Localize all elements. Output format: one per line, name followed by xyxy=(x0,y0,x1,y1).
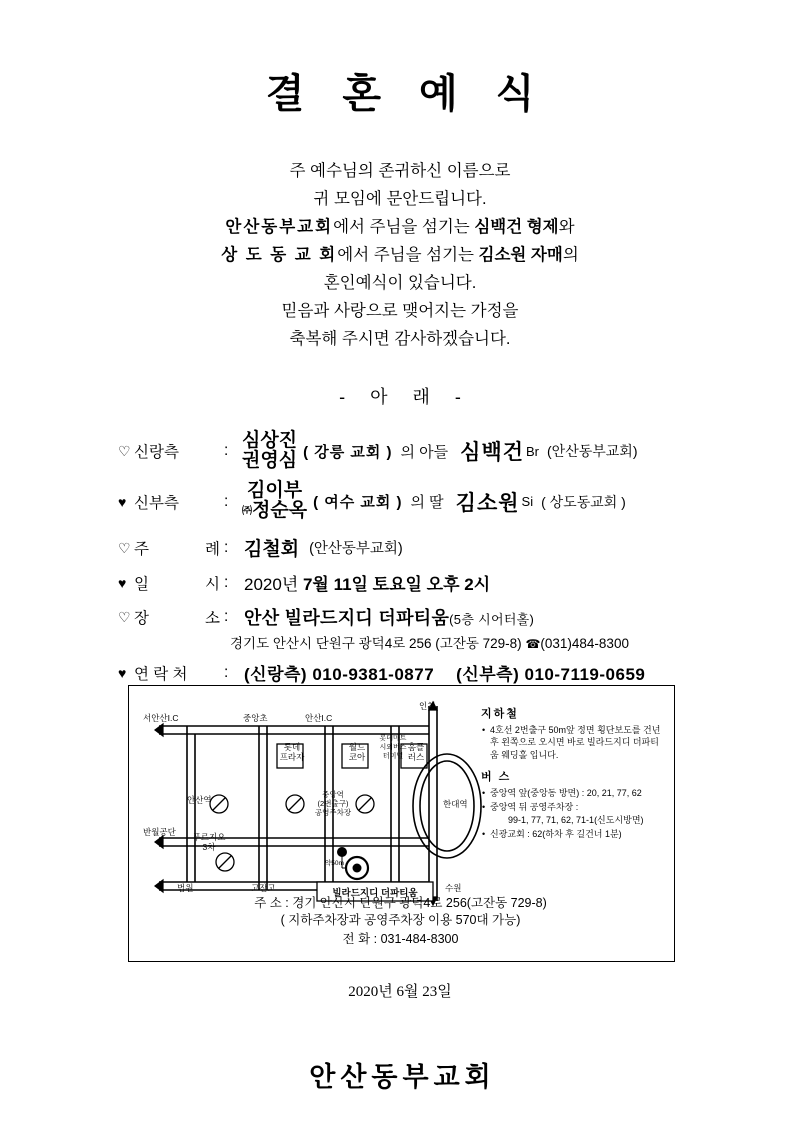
detail-row-groom xyxy=(118,431,740,471)
list-item: • 신광교회 : 62(하차 후 길건너 1분) xyxy=(490,828,661,841)
issue-date: 2020년 6월 23일 xyxy=(348,984,452,1000)
heart-outline-icon: ♡ xyxy=(118,609,131,625)
list-item: • 중앙역 앞(중앙동 방면) : 20, 21, 77, 62 xyxy=(490,787,661,800)
details-list xyxy=(0,431,800,685)
detail-label-contact xyxy=(134,662,224,684)
bus-item-2-detail: 99-1, 77, 71, 62, 71-1(신도시방면) xyxy=(508,814,644,825)
bride-mother xyxy=(242,501,307,522)
bus-title: 버 스 xyxy=(481,771,512,783)
greeting-line-1: 주 예수님의 존귀하신 이름으로 xyxy=(289,162,511,180)
detail-label-officiant xyxy=(134,537,224,559)
map-phone-label: 전 화 : xyxy=(342,932,378,946)
map-label-incheon: 인천 xyxy=(419,701,436,711)
groom-church: (안산동부교회) xyxy=(547,443,638,459)
footer-church-name: 안산동부교회 xyxy=(309,1062,496,1092)
map-address-note: ( 지하주차장과 공영주차장 이용 570대 가능) xyxy=(280,913,521,927)
greeting-line-2: 귀 모임에 문안드립니다. xyxy=(313,190,487,208)
venue-address: 경기도 안산시 단원구 광덕4로 256 (고잔동 729-8) xyxy=(230,636,522,651)
map-label-suwon: 수원 xyxy=(445,883,462,893)
heart-filled-icon: ♥ xyxy=(118,493,127,510)
venue-phone: (031)484-8300 xyxy=(540,636,629,651)
bride-mother-name: 정순옥 xyxy=(252,500,308,521)
map-label-jungang-station: 중앙역 (2번출구) 공영주차장 xyxy=(314,790,352,817)
officiant-church: (안산동부교회) xyxy=(309,541,403,557)
bride-name: 김소원 xyxy=(455,490,520,515)
subway-title: 지하철 xyxy=(481,708,519,720)
greeting-block xyxy=(0,157,800,353)
greeting-line-7: 축복해 주시면 감사하겠습니다. xyxy=(289,330,511,348)
greeting-line-4-mid: 에서 주님을 섬기는 xyxy=(337,246,479,264)
bride-parents-church: ( 여수 교회 ) xyxy=(313,494,403,511)
detail-label-place-b: 소 xyxy=(205,610,220,627)
colon-officiant: : xyxy=(224,538,229,556)
map-label-lotte-plaza: 롯데 프라자 xyxy=(279,742,305,762)
map-label-banwol-danji: 반월공단 xyxy=(143,827,176,837)
map-label-distance: 약50m xyxy=(325,860,344,867)
map-label-seoansan-ic: 서안산I.C xyxy=(143,713,179,723)
groom-relation: 의 아들 xyxy=(400,443,449,461)
wedding-year: 2020년 xyxy=(244,575,303,594)
bride-relation: 의 딸 xyxy=(410,494,444,511)
groom-mother: 권영심 xyxy=(242,450,298,471)
detail-label-place xyxy=(134,606,224,628)
detail-row-contact xyxy=(118,660,740,685)
map-phone-line xyxy=(128,931,673,948)
bride-initials: Si xyxy=(521,494,534,509)
map-label-purugio: 푸르지오 3차 xyxy=(192,832,226,852)
detail-label-officiant-b: 례 xyxy=(205,540,220,558)
wedding-date-time: 7월 11일 토요일 오후 2시 xyxy=(302,575,491,594)
map-address-value: 경기 안산시 단원구 광덕4로 256(고잔동 729-8) xyxy=(292,896,547,910)
contact-groom-phone[interactable]: 010-9381-0877 xyxy=(312,665,435,684)
groom-name: 심백건 xyxy=(460,440,525,464)
map-label-gojango: 고잔고 xyxy=(251,883,276,893)
map-label-jungangcho: 중앙초 xyxy=(243,713,268,723)
section-divider-arae: - 아 래 - xyxy=(339,387,471,407)
detail-row-officiant xyxy=(118,534,740,561)
bus-item-2-text: 중앙역 뒤 공영주차장 : xyxy=(490,802,579,812)
colon-contact: : xyxy=(224,663,229,681)
page-title: 결 혼 예 식 xyxy=(265,71,549,116)
map-label-lottemart-terminal: 롯데마트 시외버스 터미널 xyxy=(379,735,407,760)
detail-label-bride xyxy=(134,491,224,513)
colon-place: : xyxy=(224,608,229,625)
detail-label-groom-text: 신랑측 xyxy=(134,444,179,461)
map-address-line xyxy=(128,895,673,912)
groom-father: 심상진 xyxy=(242,430,298,451)
groom-title: 심백건 형제 xyxy=(474,218,559,236)
bride-church: ( 상도동교회 ) xyxy=(541,493,626,510)
list-item xyxy=(490,801,661,826)
map-label-world-core: 월드 코아 xyxy=(348,742,366,762)
greeting-line-3-mid: 에서 주님을 섬기는 xyxy=(333,218,475,236)
wedding-datetime xyxy=(244,570,490,595)
contact-groom-label: (신랑측) xyxy=(244,665,308,684)
subway-list xyxy=(481,724,661,762)
contact-numbers xyxy=(244,660,645,685)
detail-row-place xyxy=(118,604,740,630)
officiant-name: 김철회 xyxy=(244,539,300,560)
groom-parents xyxy=(242,431,297,471)
map-label-ansan-station: 안산역 xyxy=(187,795,212,805)
heart-filled-icon: ♥ xyxy=(118,574,127,591)
venue-address-row xyxy=(118,632,740,652)
detail-label-datetime xyxy=(134,572,224,594)
venue-hall-note: (5층 시어터홀) xyxy=(449,612,535,627)
list-item: • 4호선 2번출구 50m앞 정면 횡단보도를 건넌 후 왼쪽으로 오시면 바로 빌라드지디 더파티움 웨딩홀 입니다. xyxy=(490,724,661,762)
map-label-homeplus: 홈플 러스 xyxy=(407,742,425,762)
transit-legend xyxy=(481,708,661,851)
deceased-marker: ㈜ xyxy=(242,506,252,517)
greeting-line-3 xyxy=(0,213,800,241)
groom-initials: Br xyxy=(526,443,540,459)
map-label-ansan-ic: 안산I.C xyxy=(305,713,333,723)
detail-row-bride xyxy=(118,481,740,522)
heart-filled-icon: ♥ xyxy=(118,664,127,681)
contact-bride-phone[interactable]: 010-7119-0659 xyxy=(524,665,646,684)
bus-list xyxy=(481,787,661,841)
greeting-line-6: 믿음과 사랑으로 맺어지는 가정을 xyxy=(281,302,519,320)
map-phone-value: 031-484-8300 xyxy=(380,932,459,946)
greeting-line-4-end: 의 xyxy=(562,246,579,264)
contact-bride-label: (신부측) xyxy=(456,665,520,684)
bride-parents xyxy=(242,481,307,522)
map-label-venue: 빌라드지디 더파티움 xyxy=(332,888,418,899)
colon-bride: : xyxy=(224,492,229,510)
detail-label-groom xyxy=(134,440,224,462)
groom-church-name: 안산동부교회 xyxy=(225,218,334,236)
map-address-label: 주 소 : xyxy=(254,896,289,910)
venue-name xyxy=(244,604,534,630)
bride-father: 김이부 xyxy=(247,480,303,501)
heart-outline-icon: ♡ xyxy=(118,539,131,556)
detail-label-bride-text: 신부측 xyxy=(134,494,179,512)
map-label-beopwon: 법원 xyxy=(177,883,194,893)
detail-label-datetime-a: 일 xyxy=(134,575,149,593)
map-address-block xyxy=(128,895,673,948)
map-label-handae-station: 한대역 xyxy=(443,799,468,809)
detail-label-officiant-a: 주 xyxy=(134,540,149,558)
detail-label-place-a: 장 xyxy=(134,610,149,627)
greeting-line-4 xyxy=(0,241,800,269)
colon-datetime: : xyxy=(224,573,229,591)
telephone-icon: ☎ xyxy=(525,637,541,651)
detail-row-datetime xyxy=(118,570,740,595)
greeting-line-3-end: 와 xyxy=(558,218,575,236)
heart-outline-icon: ♡ xyxy=(118,443,131,459)
greeting-line-5: 혼인예식이 있습니다. xyxy=(323,274,477,292)
groom-parents-church: ( 강릉 교회 ) xyxy=(303,443,393,461)
bride-title: 김소원 자매 xyxy=(478,246,563,264)
venue-name-text: 안산 빌라드지디 더파티움 xyxy=(244,608,450,628)
colon-groom: : xyxy=(224,442,229,459)
detail-label-contact-text: 연 락 처 xyxy=(134,665,188,683)
bride-church-name: 상 도 동 교 회 xyxy=(221,246,338,264)
detail-label-datetime-b: 시 xyxy=(205,575,220,593)
